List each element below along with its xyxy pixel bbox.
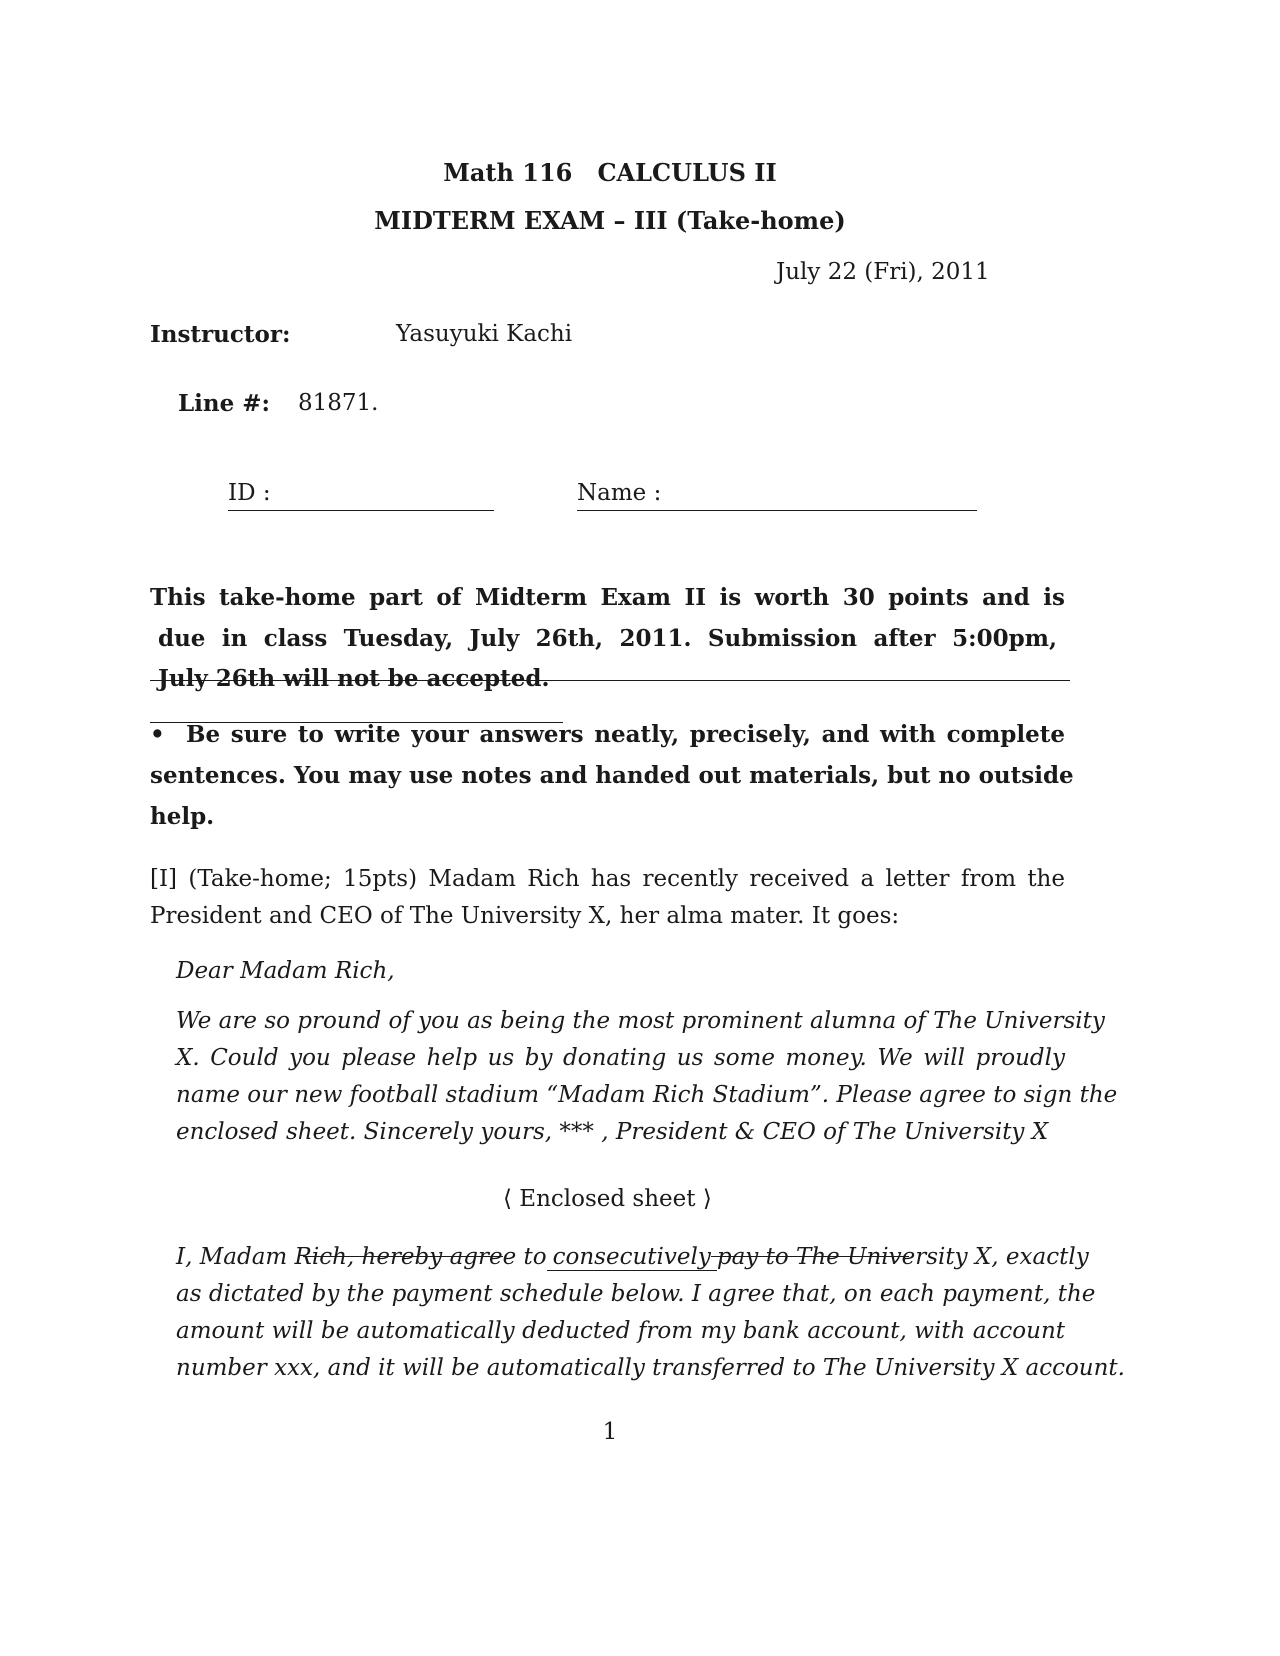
instructor-label: Instructor: <box>150 321 291 348</box>
instructor-name: Yasuyuki Kachi <box>396 321 573 347</box>
instructions-line-2: sentences. You may use notes and handed out materials, but no outside <box>150 762 1074 789</box>
agreement-line-3: amount will be automatically deducted from my bank account, with account <box>176 1318 1065 1344</box>
agreement-line-4: number xxx, and it will be automatically transferred to The University X account. <box>176 1355 1125 1381</box>
letter-line-4: enclosed sheet. Sincerely yours, *** , President & CEO of The University X <box>176 1119 1049 1145</box>
letter-greeting: Dear Madam Rich, <box>176 958 395 984</box>
left-angle-icon: ⟨ <box>503 1186 512 1212</box>
notice-line-1: This take-home part of Midterm Exam II is worth 30 points and is <box>150 584 1065 611</box>
notice-line-2: due in class Tuesday, July 26th, 2011. Submission after 5:00pm, <box>158 625 1057 652</box>
name-field[interactable] <box>577 480 977 511</box>
agreement-line-2: as dictated by the payment schedule below. I agree that, on each payment, the <box>176 1281 1096 1307</box>
page-number: 1 <box>602 1419 618 1445</box>
exam-date: July 22 (Fri), 2011 <box>776 259 990 285</box>
right-angle-icon: ⟩ <box>702 1186 712 1212</box>
id-label: ID : <box>228 480 271 506</box>
letter-line-3: name our new football stadium “Madam Rich Stadium”. Please agree to sign the <box>176 1082 1118 1108</box>
id-field[interactable] <box>228 480 494 511</box>
problem-line-2: President and CEO of The University X, her alma mater. It goes: <box>150 903 900 929</box>
course-heading <box>0 158 1280 187</box>
line-number-label: Line #: <box>178 390 271 417</box>
problem-line-1 <box>150 866 1065 892</box>
problem-text-1: Madam Rich has recently received a letter from the <box>428 866 1065 892</box>
agreement-blank: consecutively <box>547 1244 717 1271</box>
course-number: Math 116 <box>443 158 573 187</box>
bullet-icon: • <box>150 721 165 748</box>
line-number-value: 81871. <box>298 390 379 416</box>
agreement-text-post: pay to The University X, exactly <box>716 1244 1089 1270</box>
letter-line-2: X. Could you please help us by donating us some money. We will proudly <box>176 1045 1065 1071</box>
agreement-line-1 <box>176 1244 1089 1271</box>
enclosed-heading <box>503 1186 711 1212</box>
course-title: CALCULUS II <box>597 158 777 187</box>
agreement-text-pre: I, Madam Rich, hereby agree to <box>176 1244 547 1270</box>
letter-line-1: We are so pround of you as being the most prominent alumna of The University <box>176 1008 1105 1034</box>
name-label: Name : <box>577 480 662 506</box>
instructions-line-1: Be sure to write your answers neatly, precisely, and with complete <box>186 721 1065 748</box>
exam-title: MIDTERM EXAM – III (Take-home) <box>374 206 846 235</box>
problem-label: [I] <box>150 866 178 892</box>
problem-meta: (Take-home; 15pts) <box>188 866 418 892</box>
enclosed-title: Enclosed sheet <box>519 1186 696 1212</box>
instructions-line-3: help. <box>150 803 215 830</box>
notice-line-3: July 26th will not be accepted. <box>158 665 550 692</box>
